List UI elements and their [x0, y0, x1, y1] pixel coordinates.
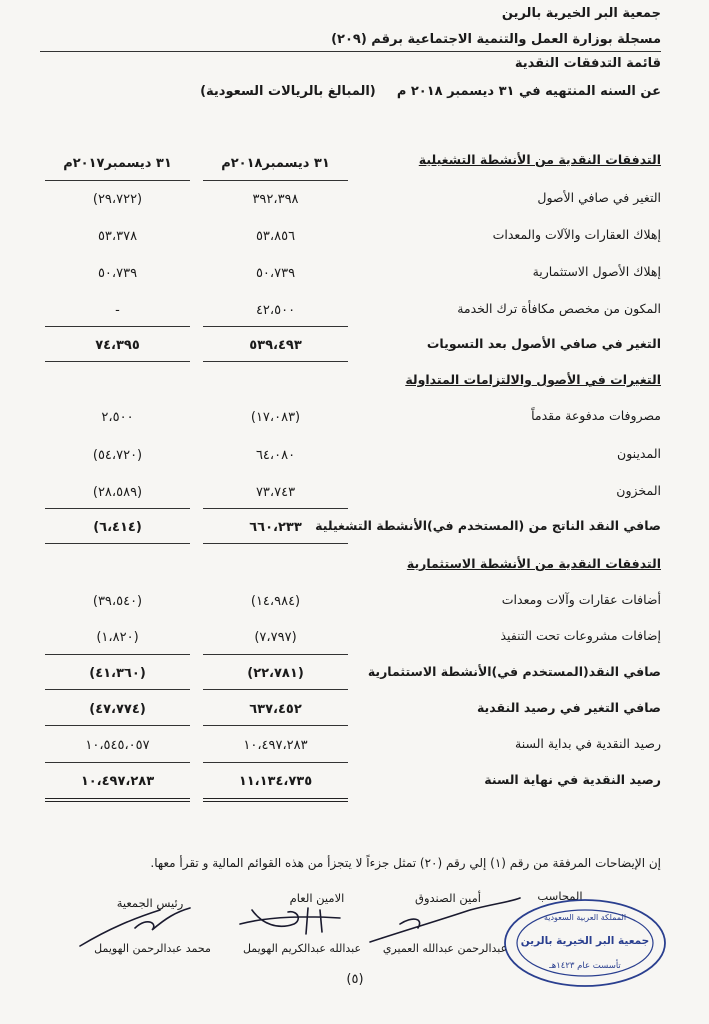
row-value-2018: ٦٣٧،٤٥٢ — [249, 702, 302, 717]
row-value-2018: ٣٩٢،٣٩٨ — [252, 192, 299, 207]
row-value-2018: ٦٦٠،٢٣٣ — [249, 520, 302, 535]
row-value-2017: (٦،٤١٤) — [93, 520, 142, 535]
row-value-2017: (٥٤،٧٢٠) — [92, 448, 143, 463]
subtotal-line-2018 — [203, 508, 348, 509]
column-underline-2018 — [203, 180, 348, 181]
subtotal-underline-2017 — [45, 689, 190, 690]
period-line — [200, 84, 661, 99]
signature-title-secretary-general: الامين العام — [289, 891, 345, 905]
signature-title-accountant: المحاسب — [537, 889, 583, 903]
row-value-2018: ١٠،٤٩٧،٢٨٣ — [243, 738, 308, 753]
row-value-2017: (٢٩،٧٢٢) — [92, 192, 143, 207]
row-value-2018: ٧٣،٧٤٣ — [255, 485, 296, 500]
row-value-2018: ٤٢،٥٠٠ — [255, 303, 296, 318]
subtotal-underline-2018 — [203, 689, 348, 690]
subtotal-line-2017 — [45, 326, 190, 327]
subtotal-underline-2018 — [203, 725, 348, 726]
column-header-2017: ٣١ ديسمبر٢٠١٧م — [63, 156, 172, 171]
registration-line: مسجلة بوزارة العمل والتنمية الاجتماعية برقم (٢٠٩) — [331, 32, 661, 47]
signature-stroke-secretary-general — [240, 908, 340, 934]
row-value-2018: (٧،٧٩٧) — [254, 630, 297, 645]
period-text: عن السنه المنتهيه في ٣١ ديسمبر ٢٠١٨ م — [396, 84, 661, 99]
row-label: إهلاك الأصول الاستثمارية — [532, 264, 661, 279]
row-value-2018: (٢٢،٧٨١) — [247, 666, 304, 681]
notes-disclaimer: إن الإيضاحات المرفقة من رقم (١) إلي رقم (٢٠) تمثل جزءاً لا يتجزأ من هذه القوائم المالية و تقرأ معها. — [150, 856, 661, 870]
subtotal-underline-2017 — [45, 725, 190, 726]
organization-stamp — [500, 896, 670, 990]
row-label: مصروفات مدفوعة مقدماً — [531, 408, 661, 423]
row-value-2018: ١١،١٣٤،٧٣٥ — [238, 774, 313, 789]
row-label-subtotal: صافي النقد(المستخدم في)الأنشطة الاستثمارية — [367, 664, 661, 679]
stamp-text-country: المملكة العربية السعودية — [543, 913, 627, 922]
section-operating-title: التدفقات النقدية من الأنشطة التشغيلية — [418, 152, 661, 167]
subtotal-underline-2017 — [45, 543, 190, 544]
row-value-2017: (١،٨٢٠) — [96, 630, 139, 645]
row-value-2018: ٥٠،٧٣٩ — [255, 266, 296, 281]
signature-stroke-treasurer — [370, 898, 520, 942]
row-label-subtotal: صافي التغير في رصيد النقدية — [476, 700, 661, 715]
row-label: المخزون — [616, 483, 661, 498]
header-divider — [40, 51, 661, 52]
row-value-2017: ٥٣،٣٧٨ — [97, 229, 138, 244]
row-value-2018: ٥٣٩،٤٩٣ — [249, 338, 302, 353]
signature-title-chairman: رئيس الجمعية — [116, 896, 184, 910]
subtotal-line-2017 — [45, 654, 190, 655]
stamp-text-org: جمعية البر الخيرية بالرين — [520, 935, 650, 947]
row-value-2017: (٢٨،٥٨٩) — [92, 485, 143, 500]
column-underline-2017 — [45, 180, 190, 181]
row-value-2018: ٦٤،٠٨٠ — [255, 448, 296, 463]
row-label: التغير في صافي الأصول — [537, 190, 661, 205]
row-value-2017: ١٠،٤٩٧،٢٨٣ — [80, 774, 155, 789]
row-label: رصيد النقدية في بداية السنة — [515, 736, 661, 751]
currency-note: (المبالغ بالريالات السعودية) — [200, 84, 376, 99]
row-label: المدينون — [617, 446, 661, 461]
row-label: أضافات عقارات وآلات ومعدات — [501, 592, 661, 607]
subtotal-underline-2018 — [203, 543, 348, 544]
signature-name-secretary-general: عبدالله عبدالكريم الهويمل — [242, 942, 362, 955]
row-value-2018: (١٧،٠٨٣) — [250, 410, 301, 425]
row-value-2017: (٤٧،٧٧٤) — [89, 702, 146, 717]
signature-stroke-chairman — [80, 908, 190, 946]
total-line-2018 — [203, 762, 348, 763]
row-value-2017: ٧٤،٣٩٥ — [95, 338, 140, 353]
statement-title: قائمة التدفقات النقدية — [514, 56, 661, 71]
column-header-2018: ٣١ ديسمبر٢٠١٨م — [221, 156, 330, 171]
row-label: المكون من مخصص مكافأة ترك الخدمة — [457, 301, 661, 316]
row-value-2017: ١٠،٥٤٥،٠٥٧ — [85, 738, 150, 753]
row-value-2017: (٤١،٣٦٠) — [89, 666, 146, 681]
row-value-2018: (١٤،٩٨٤) — [250, 594, 301, 609]
row-label: إهلاك العقارات والآلات والمعدات — [492, 227, 661, 242]
section-investing-title: التدفقات النقدية من الأنشطة الاستثمارية — [406, 556, 661, 571]
row-label-subtotal: التغير في صافي الأصول بعد التسويات — [426, 336, 661, 351]
section-current-assets-title: التغيرات في الأصول والالتزامات المتداولة — [405, 372, 661, 387]
row-label-subtotal: صافي النقد الناتج من (المستخدم في)الأنشطة التشغيلية — [315, 518, 661, 533]
subtotal-line-2017 — [45, 508, 190, 509]
subtotal-line-2018 — [203, 326, 348, 327]
row-value-2017: - — [115, 303, 120, 318]
row-label: إضافات مشروعات تحت التنفيذ — [500, 628, 661, 643]
row-value-2017: (٣٩،٥٤٠) — [92, 594, 143, 609]
signature-title-treasurer: أمين الصندوق — [415, 891, 481, 905]
page-number: (٥) — [346, 972, 364, 987]
row-label-total: رصيد النقدية في نهاية السنة — [484, 772, 661, 787]
row-value-2018: ٥٣،٨٥٦ — [255, 229, 296, 244]
signature-name-treasurer: عبدالرحمن عبدالله العميري — [382, 942, 508, 955]
subtotal-line-2018 — [203, 654, 348, 655]
subtotal-underline-2017 — [45, 361, 190, 362]
total-line-2017 — [45, 762, 190, 763]
stamp-text-founded: تأسست عام ١٤٢٣هـ — [549, 961, 621, 971]
double-underline-2018 — [203, 798, 348, 802]
double-underline-2017 — [45, 798, 190, 802]
signature-name-chairman: محمد عبدالرحمن الهويمل — [94, 942, 211, 955]
org-name: جمعية البر الخيرية بالرين — [501, 6, 661, 21]
row-value-2017: ٢،٥٠٠ — [101, 410, 134, 425]
row-value-2017: ٥٠،٧٣٩ — [97, 266, 138, 281]
subtotal-underline-2018 — [203, 361, 348, 362]
